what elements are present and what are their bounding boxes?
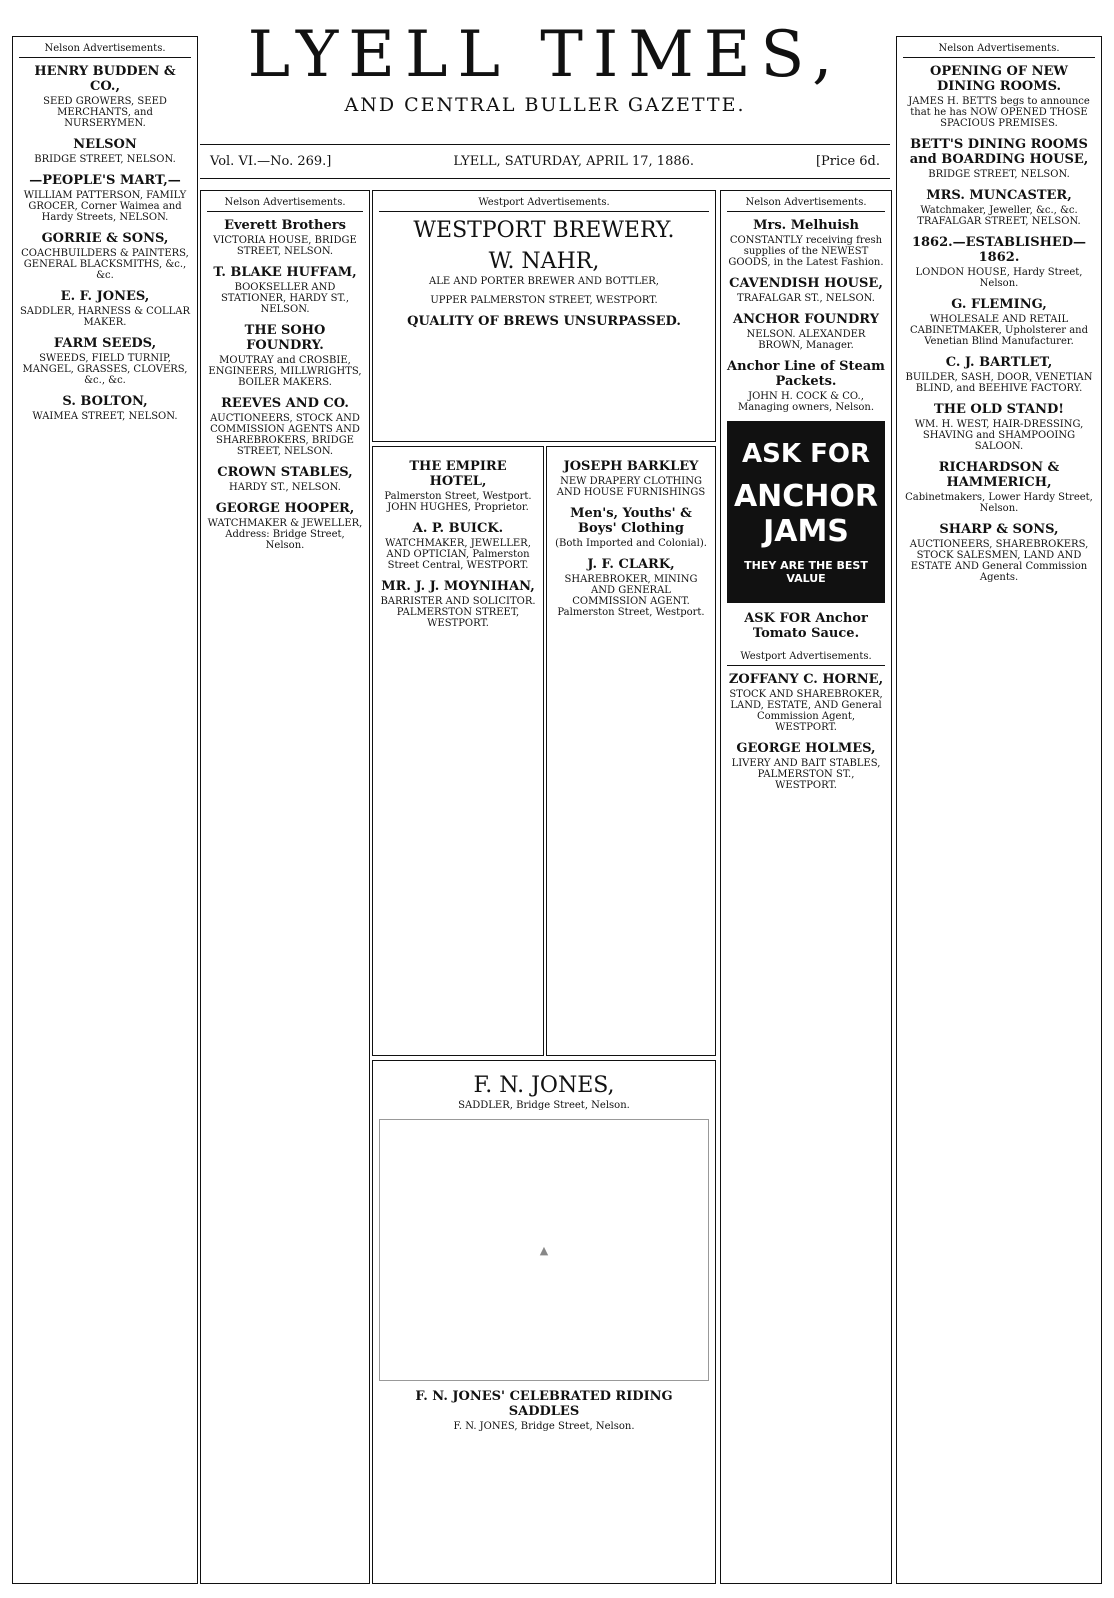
ad-text: AUCTIONEERS, SHAREBROKERS, STOCK SALESMEN, LAND AND ESTATE AND General Commission Agents. — [909, 539, 1089, 583]
ad-text: TRAFALGAR ST., NELSON. — [737, 293, 875, 304]
column-header: Nelson Advertisements. — [903, 43, 1095, 58]
ad-heading: SHARP & SONS, — [939, 522, 1059, 537]
issue-date: LYELL, SATURDAY, APRIL 17, 1886. — [453, 154, 695, 169]
ad-text: BOOKSELLER AND STATIONER, HARDY ST., NELSON. — [220, 282, 350, 315]
ad-heading: HENRY BUDDEN & CO., — [34, 64, 176, 94]
column-header: Nelson Advertisements. — [207, 197, 363, 212]
newspaper-subtitle: AND CENTRAL BULLER GAZETTE. — [344, 94, 746, 116]
westport-brewery-ad — [372, 190, 716, 442]
ad-heading: C. J. BARTLET, — [945, 355, 1053, 370]
ad-heading: FARM SEEDS, — [53, 336, 157, 351]
brewery-title: WESTPORT BREWERY. — [413, 218, 675, 243]
ad-heading: ZOFFANY C. HORNE, — [728, 672, 884, 687]
brewery-tagline: QUALITY OF BREWS UNSURPASSED. — [407, 314, 681, 329]
ad-text: SWEEDS, FIELD TURNIP, MANGEL, GRASSES, CLOVERS, &c., &c. — [22, 353, 188, 386]
ad-text: NEW DRAPERY CLOTHING AND HOUSE FURNISHINGS — [556, 476, 706, 498]
ad-text: BARRISTER AND SOLICITOR. PALMERSTON STREET, WESTPORT. — [380, 596, 536, 629]
ad-text: BRIDGE STREET, NELSON. — [34, 154, 176, 165]
ad-heading: GORRIE & SONS, — [41, 231, 169, 246]
column-header: Nelson Advertisements. — [19, 43, 191, 58]
issue-price: [Price 6d. — [815, 154, 880, 169]
brewer-name: W. NAHR, — [488, 249, 600, 274]
left-column — [12, 36, 198, 1584]
ad-heading: Men's, Youths' & Boys' Clothing — [570, 506, 692, 536]
ad-text: JAMES H. BETTS begs to announce that he has NOW OPENED THOSE SPACIOUS PREMISES. — [908, 96, 1090, 129]
ad-text: JOHN H. COCK & CO., Managing owners, Nelson. — [737, 391, 875, 413]
ad-heading: J. F. CLARK, — [587, 557, 675, 572]
ad-heading: CROWN STABLES, — [217, 465, 353, 480]
column-header: Nelson Advertisements. — [727, 197, 885, 212]
volume-number: Vol. VI.—No. 269.] — [210, 154, 332, 169]
ad-text: HARDY ST., NELSON. — [229, 482, 341, 493]
brewer-trade: ALE AND PORTER BREWER AND BOTTLER, — [428, 276, 659, 287]
ad-text: WATCHMAKER, JEWELLER, AND OPTICIAN, Palmerston Street Central, WESTPORT. — [385, 538, 531, 571]
ads-list — [727, 672, 885, 791]
tomato-sauce-ad: ASK FOR Anchor Tomato Sauce. — [744, 611, 868, 641]
column-header: Westport Advertisements. — [727, 651, 885, 666]
ad-text: WATCHMAKER & JEWELLER, Address: Bridge Street, Nelson. — [207, 518, 363, 551]
column-4 — [546, 446, 716, 1056]
ad-heading: OPENING OF NEW DINING ROOMS. — [930, 64, 1068, 94]
ad-text: VICTORIA HOUSE, BRIDGE STREET, NELSON. — [213, 235, 357, 257]
brewer-address: UPPER PALMERSTON STREET, WESTPORT. — [430, 295, 658, 306]
ad-heading: ANCHOR FOUNDRY — [733, 312, 879, 327]
ad-heading: THE OLD STAND! — [934, 402, 1064, 417]
ad-text: Palmerston Street, Westport. JOHN HUGHES, Proprietor. — [384, 491, 532, 513]
ad-heading: NELSON — [73, 137, 137, 152]
ad-heading: RICHARDSON & HAMMERICH, — [938, 460, 1060, 490]
jones-saddles: F. N. JONES' CELEBRATED RIDING SADDLES — [415, 1389, 673, 1419]
masthead — [200, 20, 890, 116]
ad-heading: THE SOHO FOUNDRY. — [244, 323, 326, 353]
ad-heading: REEVES AND CO. — [221, 396, 349, 411]
ad-heading: 1862.—ESTABLISHED—1862. — [911, 235, 1087, 265]
jones-address: F. N. JONES, Bridge Street, Nelson. — [453, 1421, 635, 1432]
ad-text: WILLIAM PATTERSON, FAMILY GROCER, Corner Waimea and Hardy Streets, NELSON. — [23, 190, 187, 223]
ad-text: CONSTANTLY receiving fresh supplies of the NEWEST GOODS, in the Latest Fashion. — [728, 235, 884, 268]
ad-text: BUILDER, SASH, DOOR, VENETIAN BLIND, and BEEHIVE FACTORY. — [905, 372, 1093, 394]
ad-text: COACHBUILDERS & PAINTERS, GENERAL BLACKSMITHS, &c., &c. — [21, 248, 189, 281]
ad-heading: Mrs. Melhuish — [753, 218, 859, 233]
poster-line-3: THEY ARE THE BEST VALUE — [744, 559, 868, 585]
ad-text: Watchmaker, Jeweller, &c., &c. TRAFALGAR STREET, NELSON. — [917, 205, 1081, 227]
ad-text: SADDLER, HARNESS & COLLAR MAKER. — [19, 306, 191, 328]
issue-line — [210, 154, 880, 169]
ad-text: WAIMEA STREET, NELSON. — [32, 411, 178, 422]
ad-text: SHAREBROKER, MINING AND GENERAL COMMISSION AGENT. Palmerston Street, Westport. — [557, 574, 705, 618]
ad-text: WHOLESALE AND RETAIL CABINETMAKER, Upholsterer and Venetian Blind Manufacturer. — [909, 314, 1089, 347]
ad-heading: GEORGE HOLMES, — [736, 741, 876, 756]
ad-heading: E. F. JONES, — [60, 289, 150, 304]
issue-rule — [200, 178, 890, 179]
ad-heading: JOSEPH BARKLEY — [563, 459, 699, 474]
ad-heading: T. BLAKE HUFFAM, — [213, 265, 357, 280]
jones-title: F. N. JONES, — [473, 1073, 615, 1098]
right-column — [896, 36, 1102, 1584]
ad-text: MOUTRAY and CROSBIE, ENGINEERS, MILLWRIGHTS, BOILER MAKERS. — [208, 355, 362, 388]
ad-heading: MR. J. J. MOYNIHAN, — [381, 579, 535, 594]
ad-heading: GEORGE HOOPER, — [215, 501, 355, 516]
column-3 — [372, 446, 544, 1056]
ad-heading: THE EMPIRE HOTEL, — [409, 459, 507, 489]
newspaper-title: LYELL TIMES, — [247, 18, 843, 92]
poster-line-2: ANCHOR JAMS — [733, 479, 879, 549]
saddle-illustration: ▲ — [379, 1119, 709, 1381]
fn-jones-ad — [372, 1060, 716, 1584]
anchor-jams-poster — [727, 421, 885, 603]
ad-heading: BETT'S DINING ROOMS and BOARDING HOUSE, — [909, 137, 1089, 167]
ad-heading: Everett Brothers — [224, 218, 346, 233]
ad-text: Cabinetmakers, Lower Hardy Street, Nelson. — [905, 492, 1093, 514]
ads-list — [903, 64, 1095, 583]
ad-heading: Anchor Line of Steam Packets. — [727, 359, 885, 389]
ad-heading: A. P. BUICK. — [412, 521, 504, 536]
ad-heading: MRS. MUNCASTER, — [926, 188, 1072, 203]
ad-text: (Both Imported and Colonial). — [555, 538, 707, 549]
ad-text: BRIDGE STREET, NELSON. — [928, 169, 1070, 180]
ad-text: WM. H. WEST, HAIR-DRESSING, SHAVING and SHAMPOOING SALOON. — [914, 419, 1084, 452]
ads-list — [207, 218, 363, 551]
jones-subtitle: SADDLER, Bridge Street, Nelson. — [458, 1100, 630, 1111]
ads-list — [379, 459, 537, 629]
column-5 — [720, 190, 892, 1584]
column-header: Westport Advertisements. — [379, 197, 709, 212]
ad-text: LONDON HOUSE, Hardy Street, Nelson. — [915, 267, 1083, 289]
ad-text: LIVERY AND BAIT STABLES, PALMERSTON ST., WESTPORT. — [731, 758, 881, 791]
ad-text: SEED GROWERS, SEED MERCHANTS, and NURSERYMEN. — [43, 96, 167, 129]
ad-text: AUCTIONEERS, STOCK AND COMMISSION AGENTS AND SHAREBROKERS, BRIDGE STREET, NELSON. — [210, 413, 360, 457]
column-2 — [200, 190, 370, 1584]
ad-heading: S. BOLTON, — [62, 394, 148, 409]
ad-heading: CAVENDISH HOUSE, — [729, 276, 883, 291]
ads-list — [727, 218, 885, 413]
masthead-rule — [200, 144, 890, 145]
ad-heading: G. FLEMING, — [951, 297, 1047, 312]
ad-text: NELSON. ALEXANDER BROWN, Manager. — [746, 329, 866, 351]
ads-list — [553, 459, 709, 618]
poster-line-1: ASK FOR — [742, 439, 870, 469]
ad-text: STOCK AND SHAREBROKER, LAND, ESTATE, AND General Commission Agent, WESTPORT. — [729, 689, 883, 733]
ad-heading: —PEOPLE'S MART,— — [29, 173, 181, 188]
ads-list — [19, 64, 191, 422]
